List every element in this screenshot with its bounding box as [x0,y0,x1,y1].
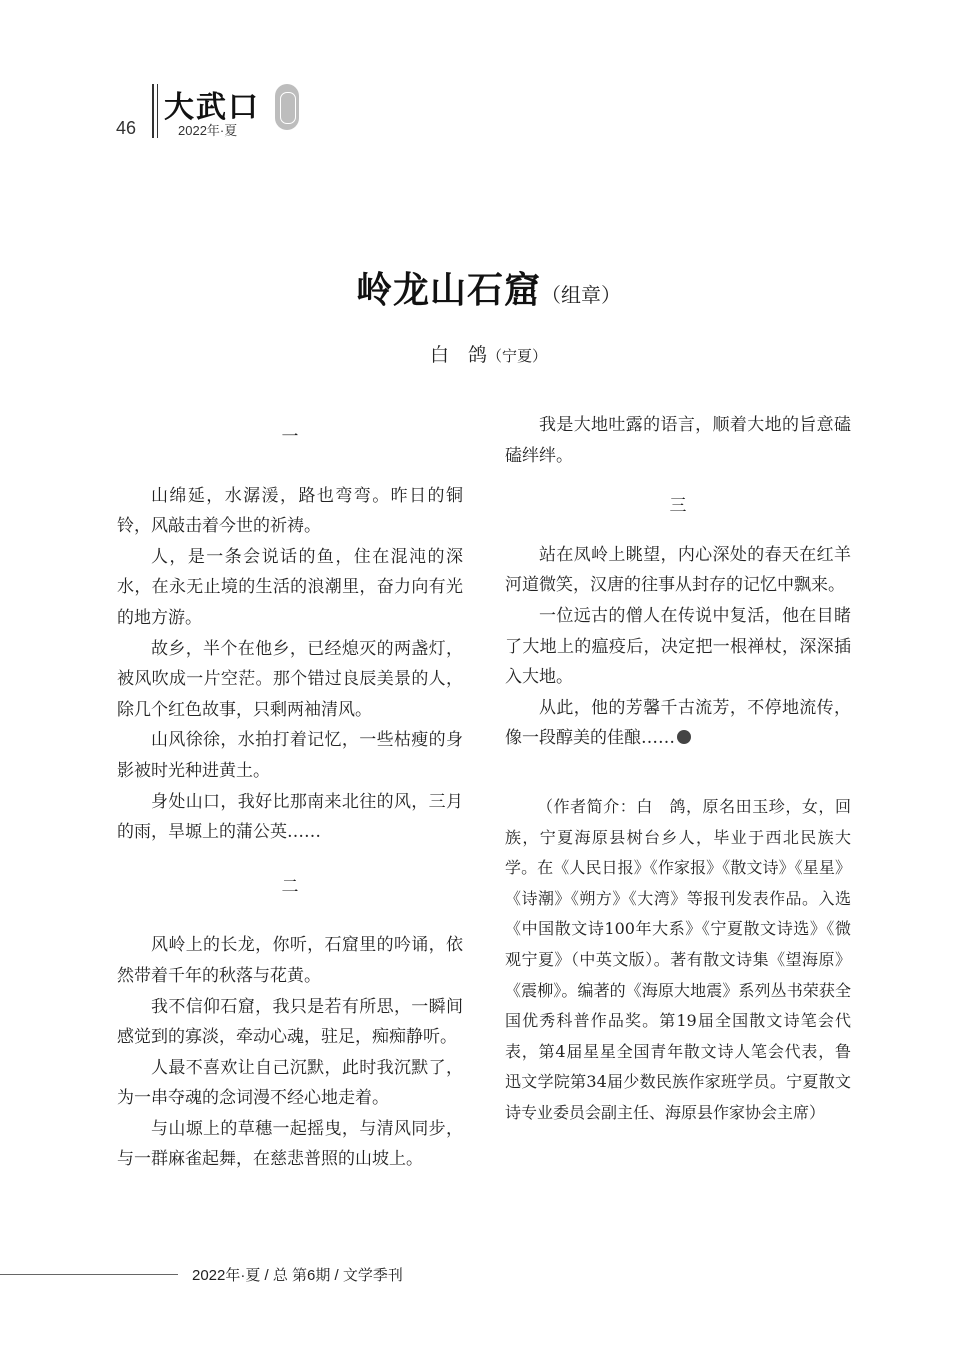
paragraph: 身处山口，我好比那南来北往的风，三月的雨，旱塬上的蒲公英…… [117,791,463,843]
end-mark-icon [677,730,691,744]
section-heading-2: 二 [281,876,299,897]
author-region: （宁夏） [487,347,548,365]
paragraph-final [505,693,851,754]
section-heading-1: 一 [281,427,299,447]
article-title: 岭龙山石窟 [355,270,541,311]
paragraph: 我不信仰石窟，我只是若有所思，一瞬间感觉到的寡淡，牵动心魂，驻足，痴痴静听。 [117,996,463,1048]
paragraph: 与山塬上的草穗一起摇曳，与清风同步，与一群麻雀起舞，在慈悲普照的山坡上。 [117,1118,463,1170]
header-divider [152,84,154,138]
paragraph: 人，是一条会说话的鱼，住在混沌的深水，在永无止境的生活的浪潮里，奋力向有光的地方游。 [117,546,463,628]
author-name: 白 鸽 [429,344,487,366]
right-column [505,410,851,1128]
magazine-title: 大武口 [164,90,260,125]
seal-logo [275,84,299,130]
paragraph: 一位远古的僧人在传说中复活，他在目睹了大地上的瘟疫后，决定把一根禅杖，深深插入大地。 [505,605,851,688]
byline [0,340,977,367]
paragraph: 山绵延，水潺湲，路也弯弯。昨日的铜铃，风敲击着今世的祈祷。 [117,485,463,537]
section-heading-3: 三 [669,496,687,517]
paragraph: 我是大地吐露的语言，顺着大地的旨意磕磕绊绊。 [505,415,851,466]
issue-label: 2022年·夏 [178,123,238,138]
left-column [117,410,463,1175]
paragraph: 山风徐徐，水拍打着记忆，一些枯瘦的身影被时光种进黄土。 [117,730,463,781]
article-title-suffix: （组章） [541,283,621,307]
paragraph: 风岭上的长龙，你听，石窟里的吟诵，依然带着千年的秋落与花黄。 [117,935,463,986]
paragraph-text: 从此，他的芳馨千古流芳，不停地流传，像一段醇美的佳酿…… [505,697,851,749]
header-divider-thin [157,84,158,138]
paragraph: 人最不喜欢让自己沉默，此时我沉默了，为一串夺魂的念词漫不经心地走着。 [117,1057,463,1109]
paragraph: 故乡，半个在他乡，已经熄灭的两盏灯，被风吹成一片空茫。那个错过良辰美景的人，除几个红色故事，只剩两袖清风。 [117,638,463,720]
page-number: 46 [116,118,137,138]
article-title-block [0,262,977,313]
footer-text: 2022年·夏 / 总 第6期 / 文学季刊 [192,1267,403,1284]
paragraph: 站在凤岭上眺望，内心深处的春天在红羊河道微笑，汉唐的往事从封存的记忆中飘来。 [505,544,851,596]
author-bio: （作者简介：白 鸽，原名田玉珍，女，回族，宁夏海原县树台乡人，毕业于西北民族大学。在《人民日报》《作家报》《散文诗》《星星》《诗潮》《朔方》《大湾》等报刊发表作品。入选《中国散文诗100年大系》《宁夏散文诗选》《微观宁夏》（中英文版）。著有散文诗集《望海原》《震柳》。编著的《海原大地震》系列丛书荣获全国优秀科普作品奖。第19届全国散文诗笔会代表，第4届星星全国青年散文诗人笔会代表，鲁迅文学院第34届少数民族作家班学员。宁夏散文诗专业委员会副主任、海原县作家协会主席） [505,796,851,1122]
footer-rule [0,1274,178,1275]
